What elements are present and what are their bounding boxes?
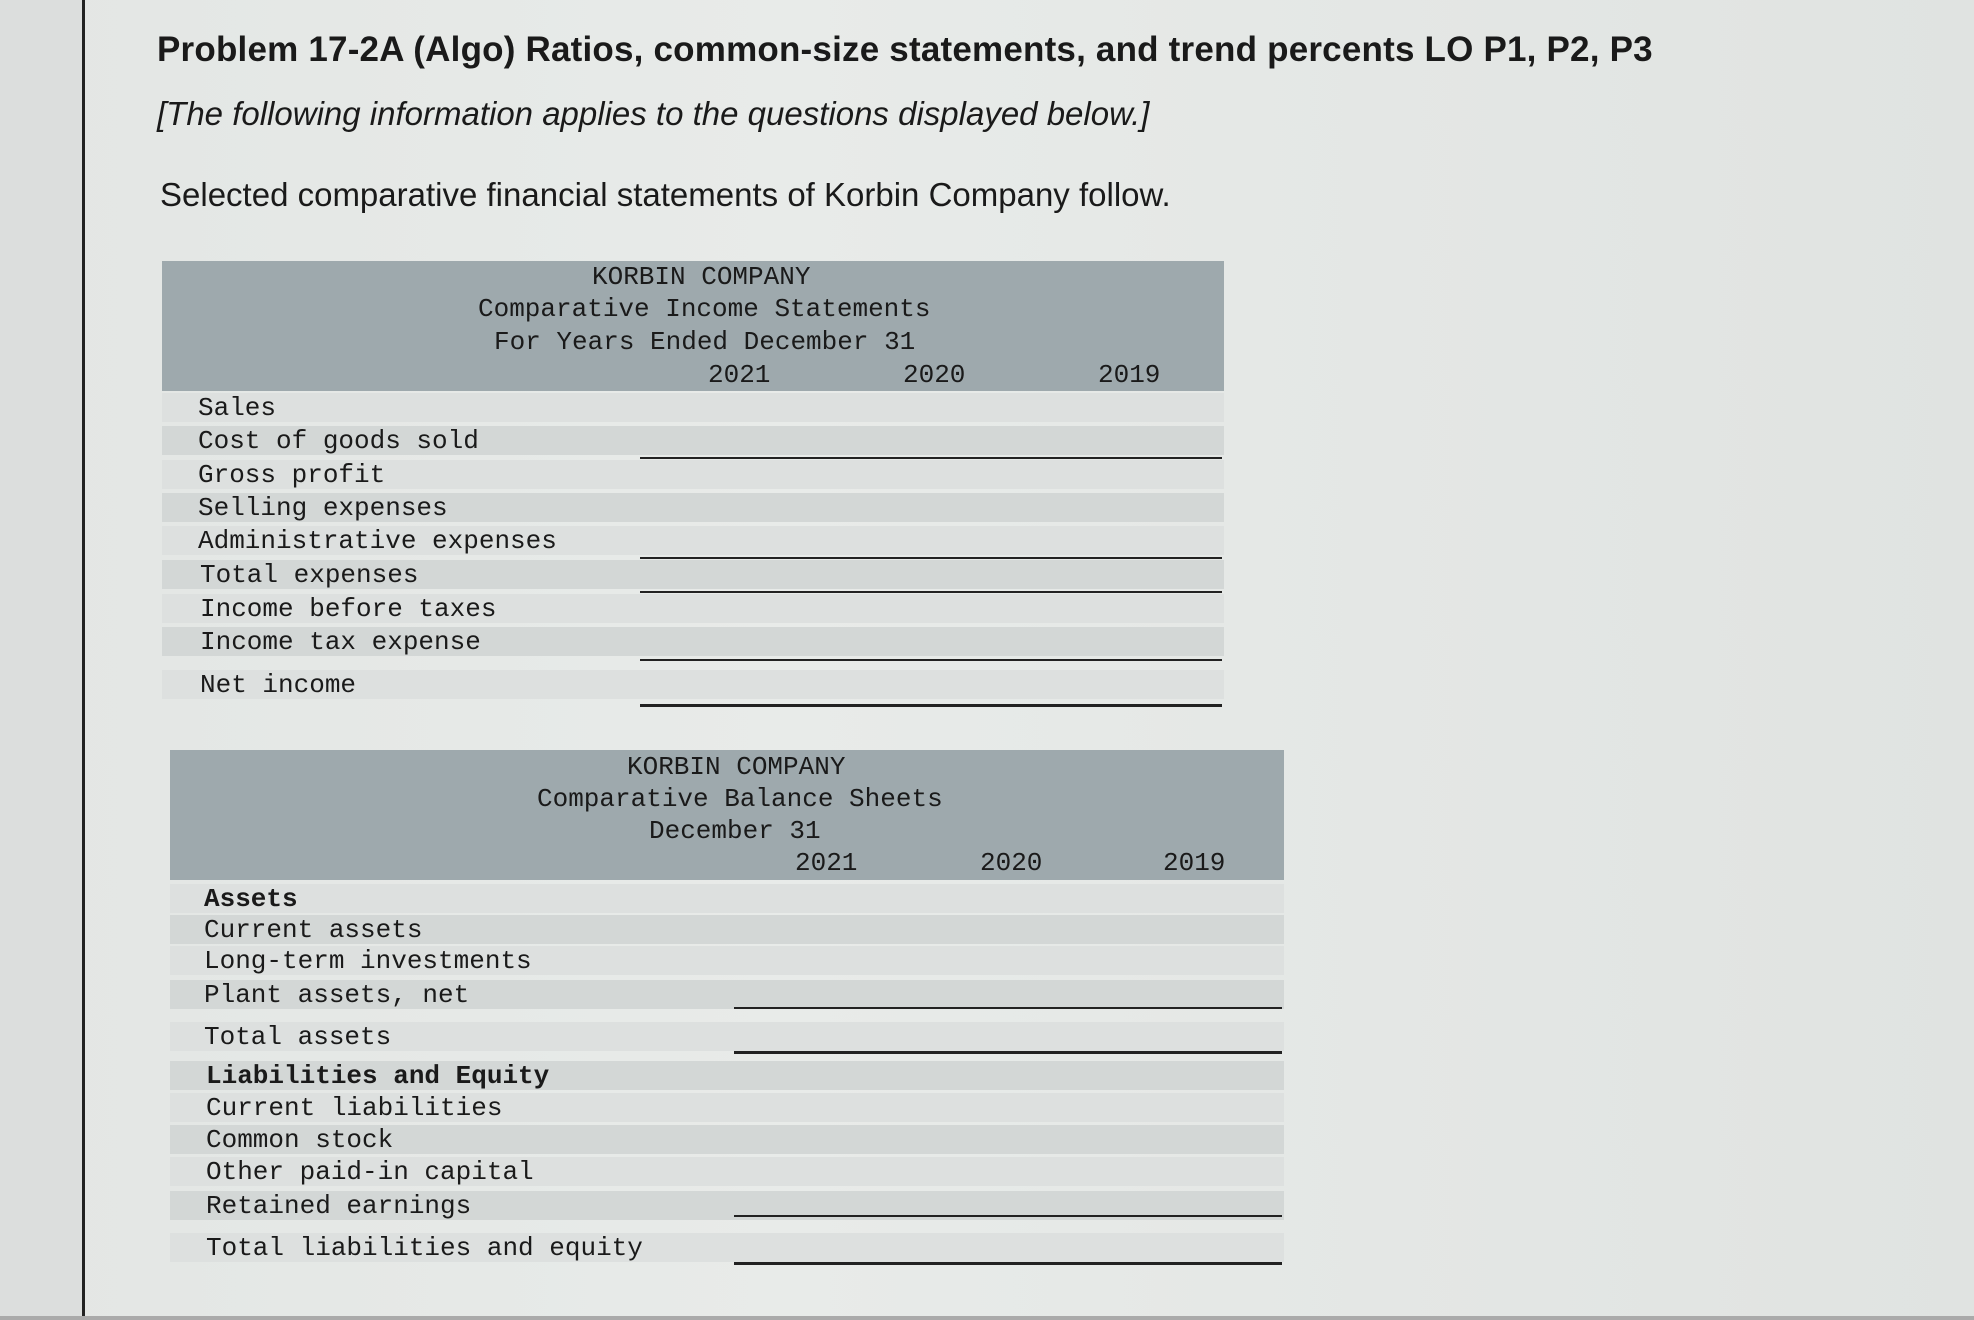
income-statement-period: For Years Ended December 31 xyxy=(494,327,916,357)
page-border xyxy=(82,0,85,1320)
balance-row-label: Total liabilities and equity xyxy=(206,1233,643,1263)
total-rule xyxy=(734,1051,1282,1054)
income-row-label: Net income xyxy=(200,670,357,700)
balance-year-2020: 2020 xyxy=(980,848,1043,878)
balance-row-label: Total assets xyxy=(204,1022,392,1052)
subtotal-rule xyxy=(640,591,1222,593)
subtotal-rule xyxy=(640,659,1222,661)
balance-row-label: Current liabilities xyxy=(206,1093,503,1123)
problem-note: [The following information applies to the questions displayed below.] xyxy=(157,95,1150,132)
liabilities-heading: Liabilities and Equity xyxy=(206,1061,550,1091)
balance-row-label: Other paid-in capital xyxy=(206,1157,534,1187)
income-year-2020: 2020 xyxy=(903,360,966,390)
balance-sheet-title: Comparative Balance Sheets xyxy=(537,784,943,814)
income-statement-title: Comparative Income Statements xyxy=(478,294,931,324)
subtotal-rule xyxy=(734,1215,1282,1217)
income-row-label: Sales xyxy=(198,393,277,423)
balance-year-2019: 2019 xyxy=(1163,848,1226,878)
balance-row-label: Current assets xyxy=(204,915,423,945)
total-rule xyxy=(734,1262,1282,1265)
intro-text: Selected comparative financial statements of Korbin Company follow. xyxy=(160,176,1171,213)
income-year-2021: 2021 xyxy=(708,360,771,390)
income-row-label: Cost of goods sold xyxy=(198,426,479,456)
income-row-label: Administrative expenses xyxy=(198,526,557,556)
income-company-name: KORBIN COMPANY xyxy=(592,262,811,292)
income-year-2019: 2019 xyxy=(1098,360,1161,390)
bottom-edge xyxy=(0,1316,1974,1320)
balance-year-2021: 2021 xyxy=(795,848,858,878)
income-row-label: Gross profit xyxy=(198,460,386,490)
balance-row-label: Long-term investments xyxy=(204,946,532,976)
income-row-label: Income before taxes xyxy=(200,594,497,624)
problem-title: Problem 17-2A (Algo) Ratios, common-size statements, and trend percents LO P1, P2, P3 xyxy=(157,30,1653,69)
total-rule xyxy=(640,704,1222,707)
income-row-label: Total expenses xyxy=(200,560,419,590)
balance-sheet-period: December 31 xyxy=(649,816,821,846)
income-row-label: Selling expenses xyxy=(198,493,448,523)
assets-heading: Assets xyxy=(204,884,298,914)
screen-bezel xyxy=(0,0,82,1320)
balance-row-label: Retained earnings xyxy=(206,1191,472,1221)
balance-row-label: Plant assets, net xyxy=(204,980,470,1010)
income-row-label: Income tax expense xyxy=(200,627,481,657)
subtotal-rule xyxy=(640,457,1222,459)
balance-company-name: KORBIN COMPANY xyxy=(627,752,846,782)
balance-row-label: Common stock xyxy=(206,1125,394,1155)
subtotal-rule xyxy=(640,557,1222,559)
subtotal-rule xyxy=(734,1007,1282,1009)
